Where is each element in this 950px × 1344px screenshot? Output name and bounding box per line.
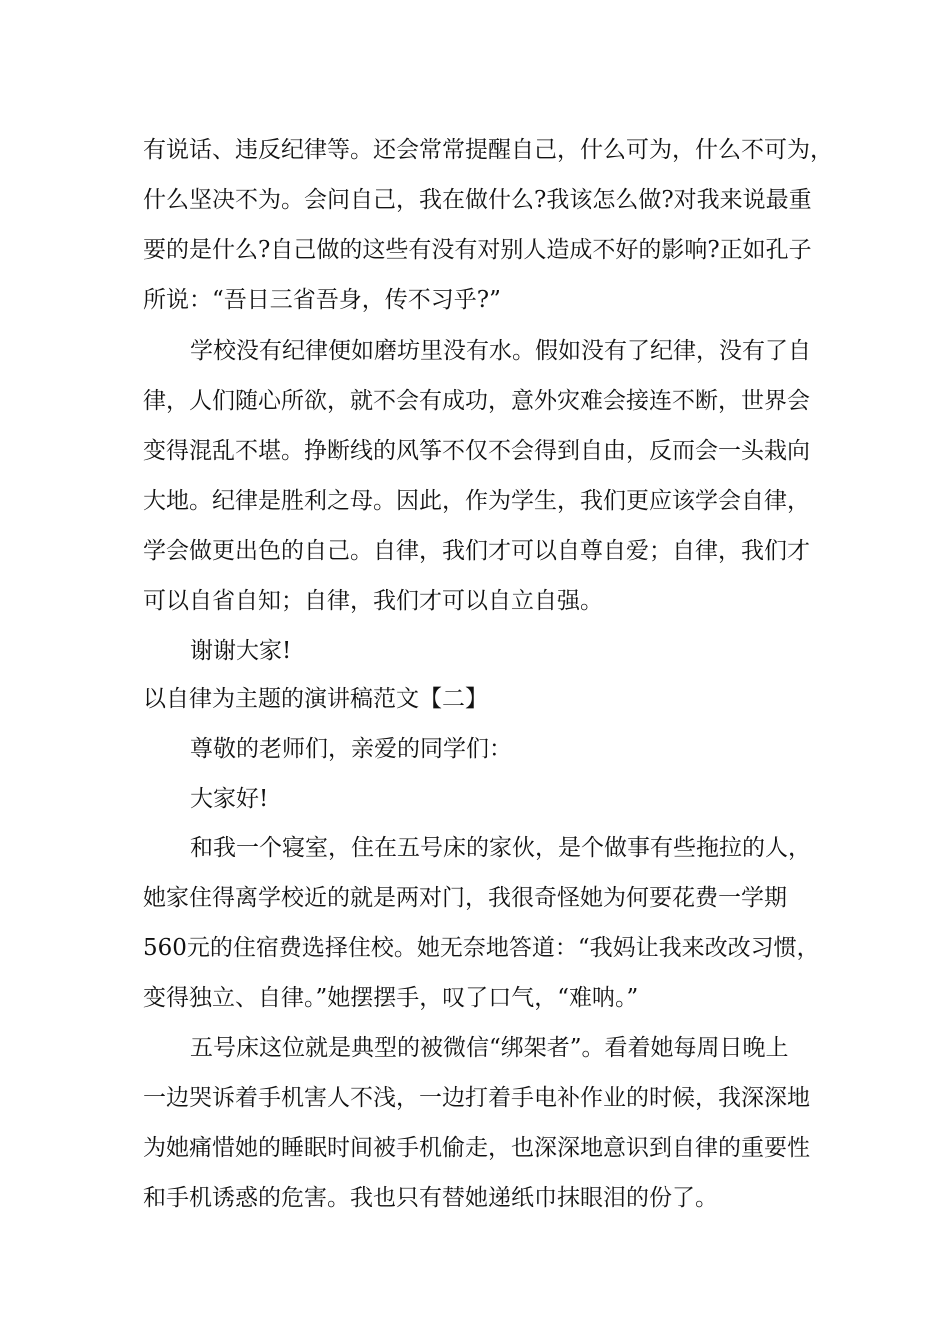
paragraph-line: 有说话、违反纪律等。还会常常提醒自己，什么可为，什么不可为， [143,137,833,163]
paragraph-line: 和手机诱惑的危害。我也只有替她递纸巾抹眼泪的份了。 [143,1185,718,1211]
paragraph-line: 大地。纪律是胜利之母。因此，作为学生，我们更应该学会自律， [143,488,810,514]
paragraph-line: 学会做更出色的自己。自律，我们才可以自尊自爱；自律，我们才 [143,538,810,564]
closing-thanks: 谢谢大家! [190,638,292,664]
paragraph-line: 一边哭诉着手机害人不浅，一边打着手电补作业的时候，我深深地 [143,1085,810,1111]
paragraph-line: 学校没有纪律便如磨坊里没有水。假如没有了纪律，没有了自 [190,338,811,364]
paragraph-line: 什么坚决不为。会问自己，我在做什么?我该怎么做?对我来说最重 [143,187,812,213]
paragraph-line: 为她痛惜她的睡眠时间被手机偷走，也深深地意识到自律的重要性 [143,1135,810,1161]
salutation: 尊敬的老师们，亲爱的同学们： [190,736,512,762]
paragraph-line: 所说：“吾日三省吾身，传不习乎?” [143,287,501,313]
paragraph-line: 变得独立、自律。”她摆摆手，叹了口气，“难呐。” [143,985,639,1011]
paragraph-line: 和我一个寝室，住在五号床的家伙，是个做事有些拖拉的人， [190,835,811,861]
paragraph-line: 律，人们随心所欲，就不会有成功，意外灾难会接连不断，世界会 [143,388,810,414]
paragraph-line: 变得混乱不堪。挣断线的风筝不仅不会得到自由，反而会一头栽向 [143,438,810,464]
greeting: 大家好! [190,786,269,812]
paragraph-line: 要的是什么?自己做的这些有没有对别人造成不好的影响?正如孔子 [143,237,812,263]
paragraph-line: 可以自省自知；自律，我们才可以自立自强。 [143,588,603,614]
paragraph-line: 五号床这位就是典型的被微信“绑架者”。看着她每周日晚上 [190,1035,789,1061]
paragraph-line: 560元的住宿费选择住校。她无奈地答道：“我妈让我来改改习惯， [143,935,820,961]
paragraph-line: 她家住得离学校近的就是两对门，我很奇怪她为何要花费一学期 [143,885,787,911]
section-heading: 以自律为主题的演讲稿范文【二】 [143,686,488,712]
